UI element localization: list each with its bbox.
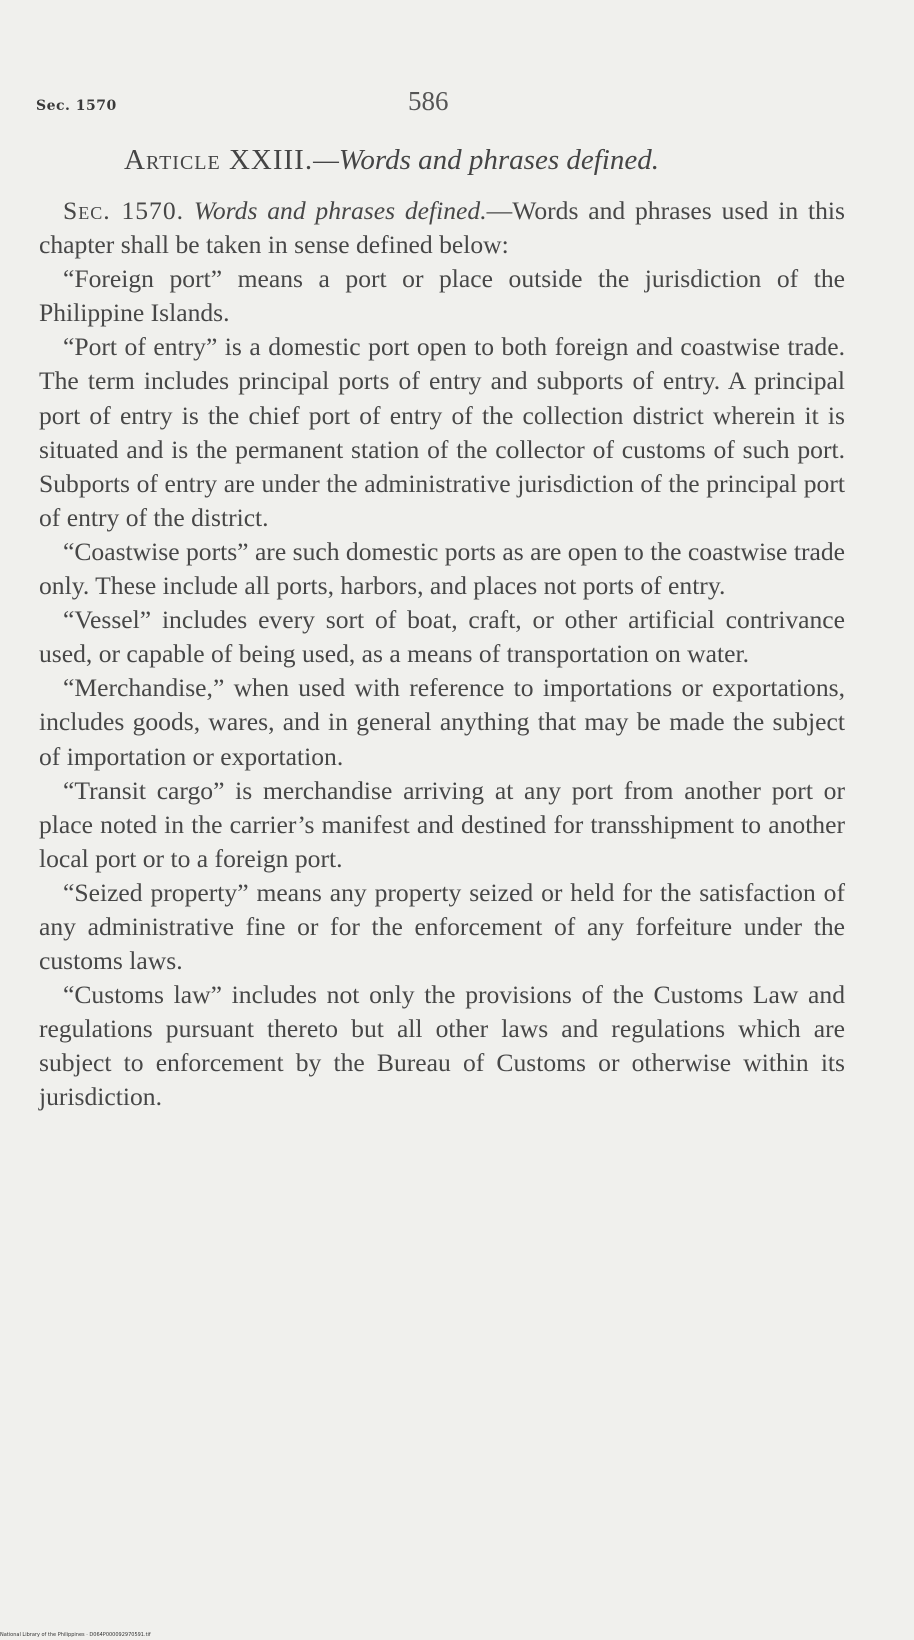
article-title-text: —Words and phrases defined. (313, 144, 659, 176)
section-intro: —Words and phrases used in this chapter shall be taken in sense defined below: (39, 196, 846, 260)
definition-vessel: “Vessel” includes every sort of boat, craft, or other artificial contrivance used, or capable of being used, as a means of transportation on water. (39, 605, 845, 669)
page-number: 586 (408, 86, 449, 116)
definition-merchandise: “Merchandise,” when used with reference to importations or exportations, includes goods, wares, and in general anything that may be made the subject of importation or exportation. (39, 673, 845, 771)
definition-transit-cargo: “Transit cargo” is merchandise arriving at any port from another port or place noted in the carrier’s manifest and destined for transshipment to another local port or to a foreign port. (39, 775, 845, 873)
definition-seized-property: “Seized property” means any property seized or held for the satisfaction of any administrative fine or for the enforcement of any forfeiture under the customs laws. (39, 877, 845, 976)
definition-port-of-entry: “Port of entry” is a domestic port open to both foreign and coastwise trade. The term includes principal ports of entry and subports of entry. A principal port of entry is the chief port of entry of the collection district wherein it is situated and is the permanent station of the collector of customs of such port. Subports of entry are under the administrative jurisdiction of the principal port of entry of the district. (39, 332, 845, 532)
definition-coastwise-ports: “Coastwise ports” are such domestic ports as are open to the coastwise trade only. These include all ports, harbors, and places not ports of entry. (39, 536, 845, 601)
running-head-section: Sec. 1570 (36, 98, 117, 114)
section-heading: Words and phrases defined. (193, 196, 487, 225)
section-body (39, 194, 845, 1115)
definition-customs-law: “Customs law” includes not only the provisions of the Customs Law and regulations pursuant thereto but all other laws and regulations which are subject to enforcement by the Bureau of Customs or otherwise within its jurisdiction. (39, 980, 845, 1112)
scan-footer: National Library of the Philippines · D064P000092970591.tif (0, 1632, 151, 1638)
section-intro-paragraph (39, 194, 845, 262)
article-heading (124, 144, 824, 177)
section-label: Sec. 1570. (63, 196, 185, 225)
article-label: Article XXIII. (124, 144, 314, 176)
definition-foreign-port: “Foreign port” means a port or place outside the jurisdiction of the Philippine Islands. (39, 264, 845, 328)
